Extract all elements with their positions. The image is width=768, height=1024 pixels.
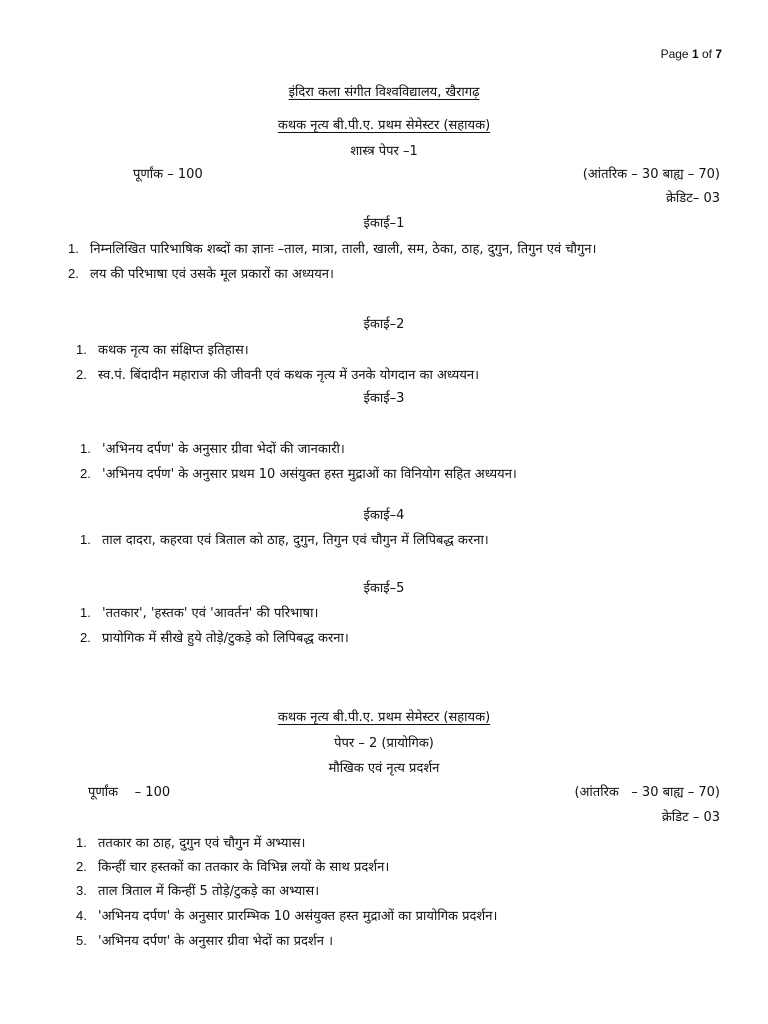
university-title: इंदिरा कला संगीत विश्वविद्यालय, खैरागढ़ <box>288 85 480 100</box>
list-item: 1. ताल दादरा, कहरवा एवं त्रिताल को ठाह, दुगुन, तिगुन एवं चौगुन में लिपिबद्ध करना। <box>80 532 489 548</box>
unit-1-title: ईकाई–1 <box>363 216 405 231</box>
paper2-credit: क्रेडिट – 03 <box>661 810 720 825</box>
unit-4-title: ईकाई–4 <box>363 508 405 523</box>
list-item: 1. निम्नलिखित पारिभाषिक शब्दों का ज्ञानः –ताल, मात्रा, ताली, खाली, सम, ठेका, ठाह, दुगुन, तिगुन एवं चौगुन। <box>68 241 597 257</box>
unit-2-title: ईकाई–2 <box>363 317 405 332</box>
paper2-marks-split: (आंतरिक – 30 बाह्य – 70) <box>574 785 720 800</box>
list-item: 5. 'अभिनय दर्पण' के अनुसार ग्रीवा भेदों का प्रदर्शन । <box>76 933 334 949</box>
list-item: 1. 'अभिनय दर्पण' के अनुसार ग्रीवा भेदों की जानकारी। <box>80 441 345 457</box>
paper1-total-marks: पूर्णांक – 100 <box>133 167 203 182</box>
paper2-paper-title: पेपर – 2 (प्रायोगिक) <box>334 736 434 751</box>
list-item: 2. लय की परिभाषा एवं उसके मूल प्रकारों का अध्ययन। <box>68 266 334 282</box>
list-item: 2. स्व.पं. बिंदादीन महाराज की जीवनी एवं कथक नृत्य में उनके योगदान का अध्ययन। <box>76 367 480 383</box>
list-item: 1. ततकार का ठाह, दुगुन एवं चौगुन में अभ्यास। <box>76 835 306 851</box>
page-number: Page 1 of 7 <box>660 47 722 61</box>
paper1-course-title: कथक नृत्य बी.पी.ए. प्रथम सेमेस्टर (सहायक) <box>277 118 491 133</box>
paper1-marks-split: (आंतरिक – 30 बाह्य – 70) <box>582 167 720 182</box>
list-item: 4. 'अभिनय दर्पण' के अनुसार प्रारम्भिक 10 असंयुक्त हस्त मुद्राओं का प्रायोगिक प्रदर्शन। <box>76 908 498 924</box>
unit-3-title: ईकाई–3 <box>363 391 405 406</box>
unit-5-title: ईकाई–5 <box>363 581 405 596</box>
paper2-subtitle: मौखिक एवं नृत्य प्रदर्शन <box>328 761 440 776</box>
paper2-course-title: कथक नृत्य बी.पी.ए. प्रथम सेमेस्टर (सहायक) <box>277 710 491 725</box>
paper2-total-marks: पूर्णांक – 100 <box>88 785 171 800</box>
list-item: 1. कथक नृत्य का संक्षिप्त इतिहास। <box>76 342 249 358</box>
list-item: 2. किन्हीं चार हस्तकों का ततकार के विभिन्न लयों के साथ प्रदर्शन। <box>76 859 390 875</box>
list-item: 1. 'ततकार', 'हस्तक' एवं 'आवर्तन' की परिभाषा। <box>80 605 319 621</box>
list-item: 3. ताल त्रिताल में किन्हीं 5 तोड़े/टुकड़े का अभ्यास। <box>76 883 320 899</box>
paper1-paper-title: शास्त्र पेपर –1 <box>350 144 418 159</box>
paper1-credit: क्रेडिट– 03 <box>665 191 720 206</box>
list-item: 2. प्रायोगिक में सीखे हुये तोड़े/टुकड़े को लिपिबद्ध करना। <box>80 630 349 646</box>
list-item: 2. 'अभिनय दर्पण' के अनुसार प्रथम 10 असंयुक्त हस्त मुद्राओं का विनियोग सहित अध्ययन। <box>80 466 517 482</box>
